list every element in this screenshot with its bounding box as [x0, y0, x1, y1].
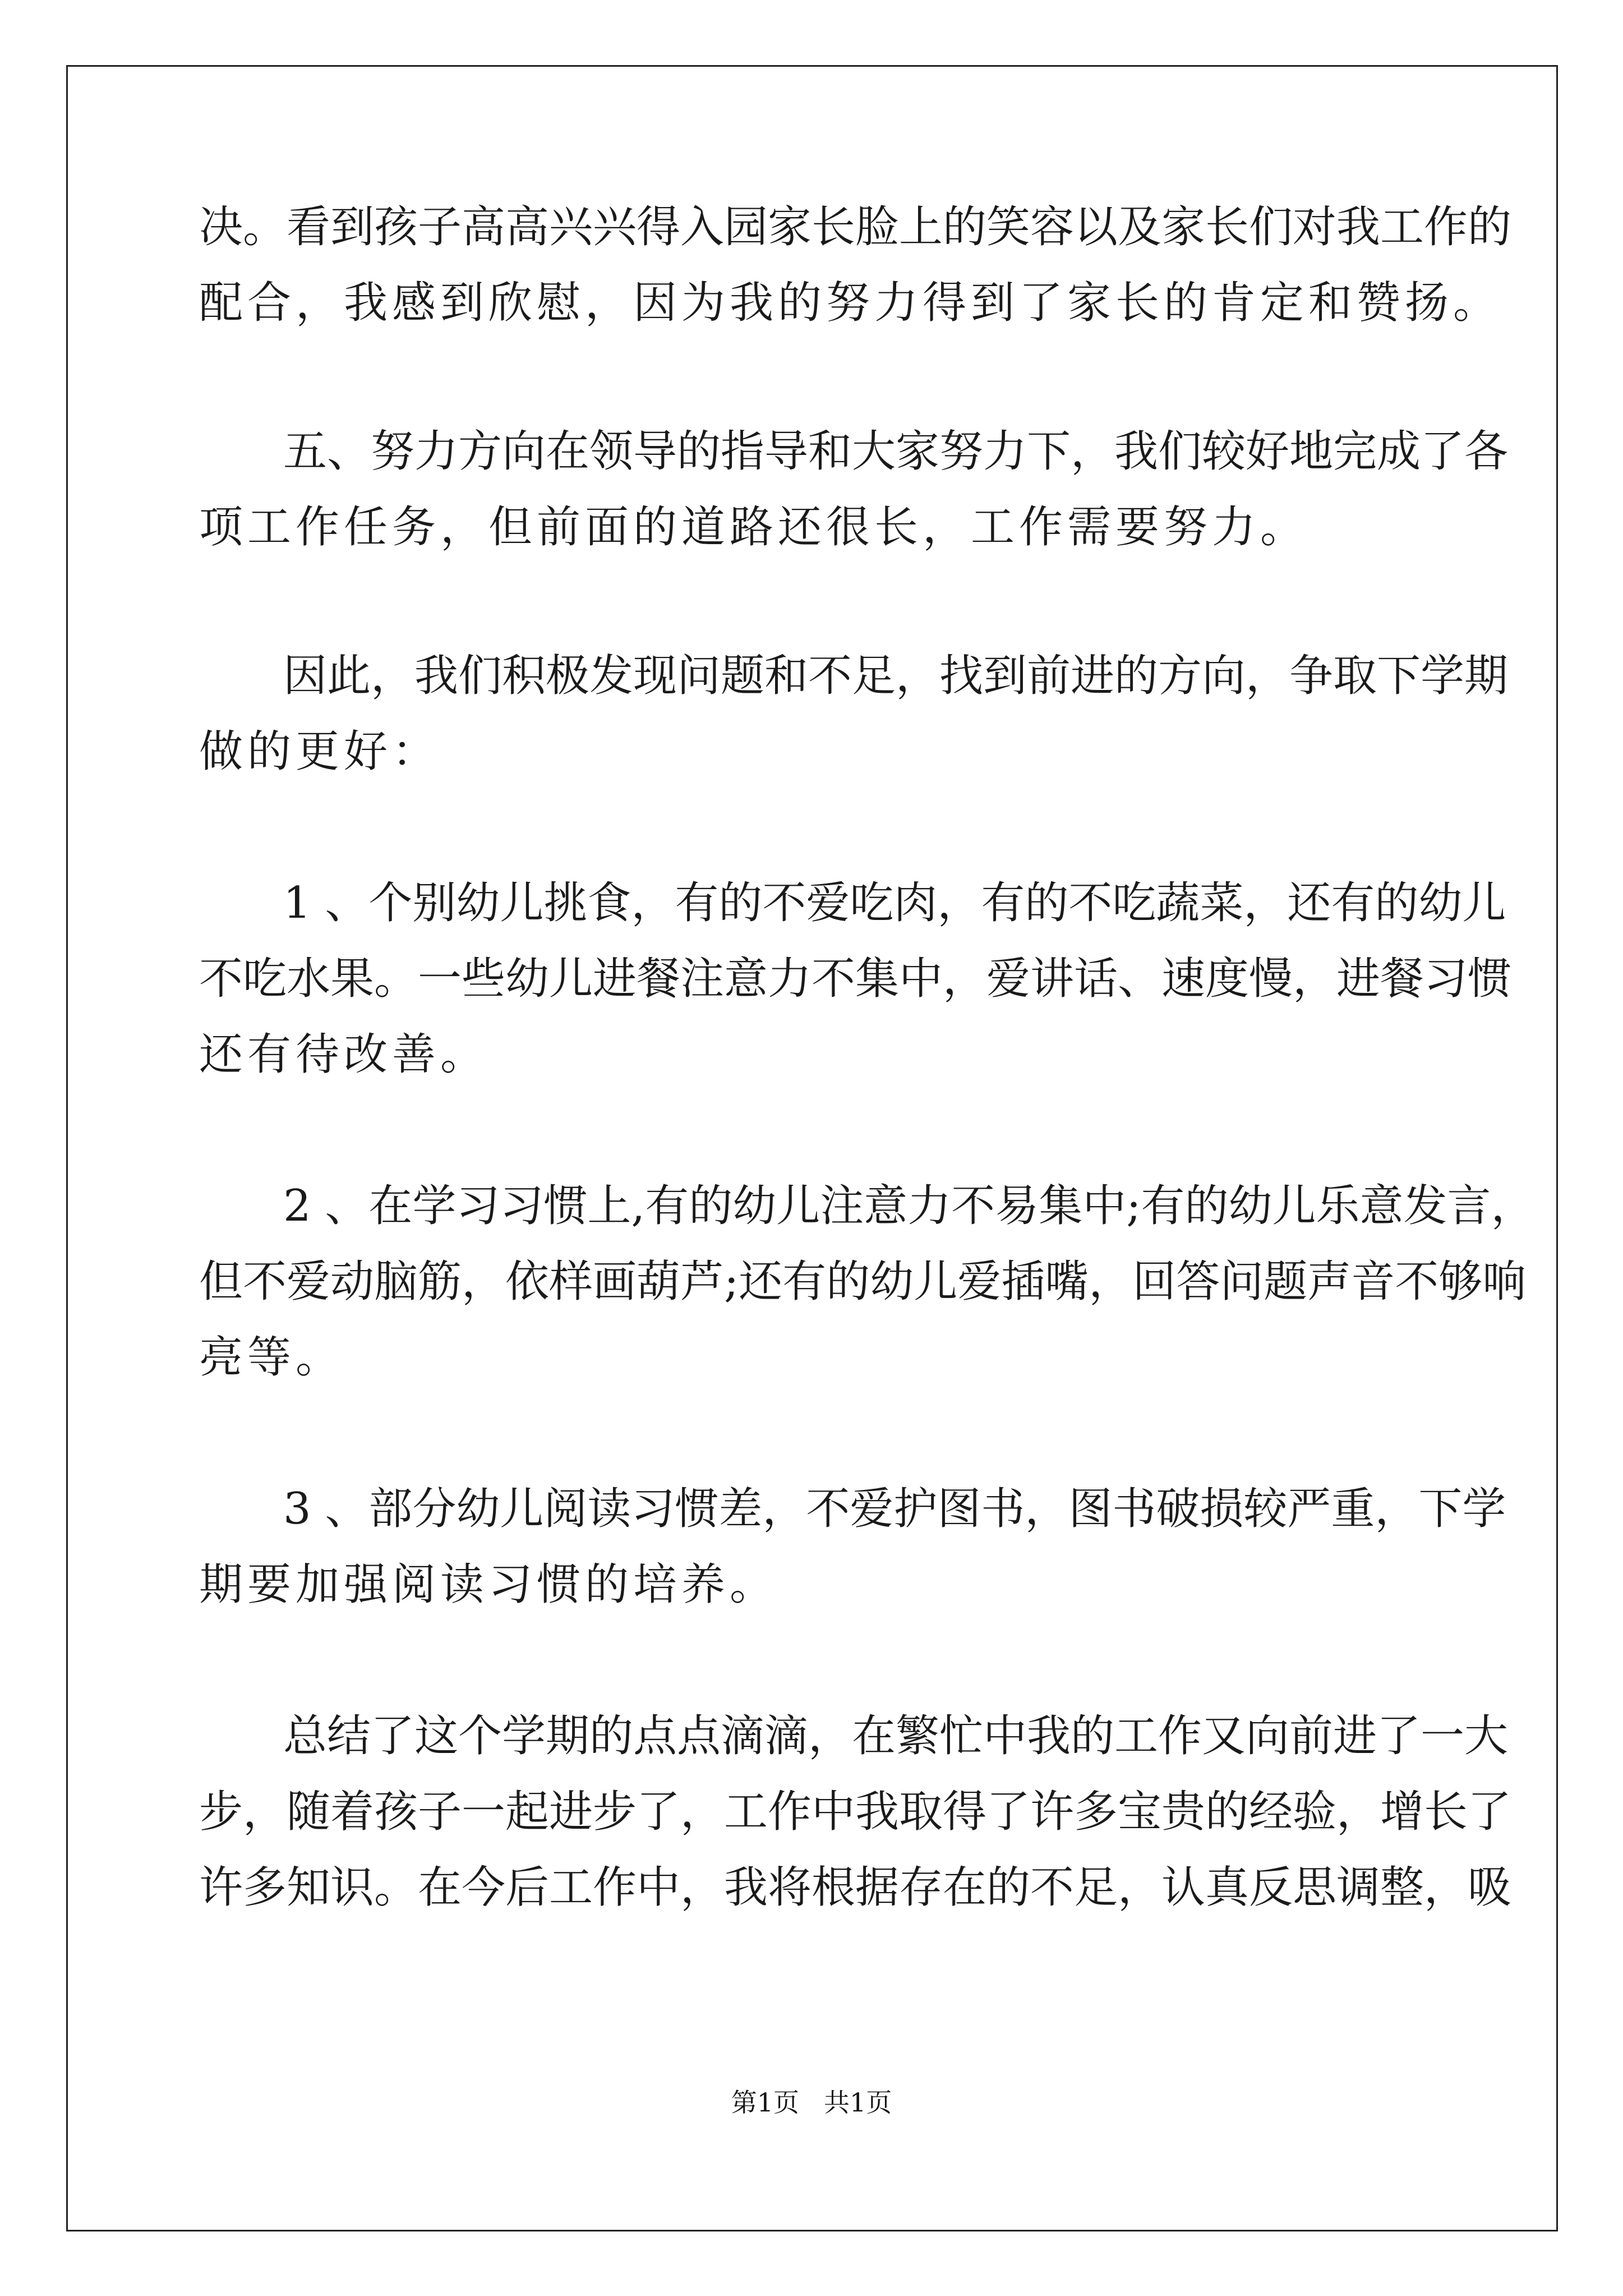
- text-line: 期要加强阅读习惯的培养。: [199, 1559, 778, 1610]
- text-line: 做的更好：: [199, 726, 441, 777]
- page-footer: [0, 2086, 1623, 2119]
- page-total: 共1页: [824, 2087, 892, 2118]
- page-number: 第1页: [731, 2087, 799, 2118]
- text-line: 步，随着孩子一起进步了，工作中我取得了许多宝贵的经验，增长了: [199, 1787, 1512, 1837]
- text-line: 决。看到孩子高高兴兴得入园家长脸上的笑容以及家长们对我工作的: [199, 202, 1512, 252]
- text-line: 许多知识。在今后工作中，我将根据存在的不足，认真反思调整，吸: [199, 1862, 1512, 1913]
- text-line: 2 、在学习习惯上,有的幼儿注意力不易集中;有的幼儿乐意发言，: [283, 1181, 1535, 1231]
- text-line: 还有待改善。: [199, 1029, 489, 1080]
- text-line: 配合，我感到欣慰，因为我的努力得到了家长的肯定和赞扬。: [199, 278, 1502, 328]
- text-line: 1 、个别幼儿挑食，有的不爱吃肉，有的不吃蔬菜，还有的幼儿: [283, 878, 1506, 928]
- text-line: 总结了这个学期的点点滴滴，在繁忙中我的工作又向前进了一大: [283, 1711, 1509, 1761]
- text-line: 五、努力方向在领导的指导和大家努力下，我们较好地完成了各: [283, 426, 1509, 477]
- text-line: 但不爱动脑筋，依样画葫芦;还有的幼儿爱插嘴，回答问题声音不够响: [199, 1257, 1527, 1307]
- text-line: 项工作任务，但前面的道路还很长，工作需要努力。: [199, 502, 1309, 553]
- text-line: 3 、部分幼儿阅读习惯差，不爱护图书，图书破损较严重，下学: [283, 1484, 1506, 1534]
- text-line: 因此，我们积极发现问题和不足，找到前进的方向，争取下学期: [283, 651, 1509, 701]
- text-line: 亮等。: [199, 1332, 344, 1383]
- text-line: 不吃水果。一些幼儿进餐注意力不集中，爱讲话、速度慢，进餐习惯: [199, 954, 1512, 1004]
